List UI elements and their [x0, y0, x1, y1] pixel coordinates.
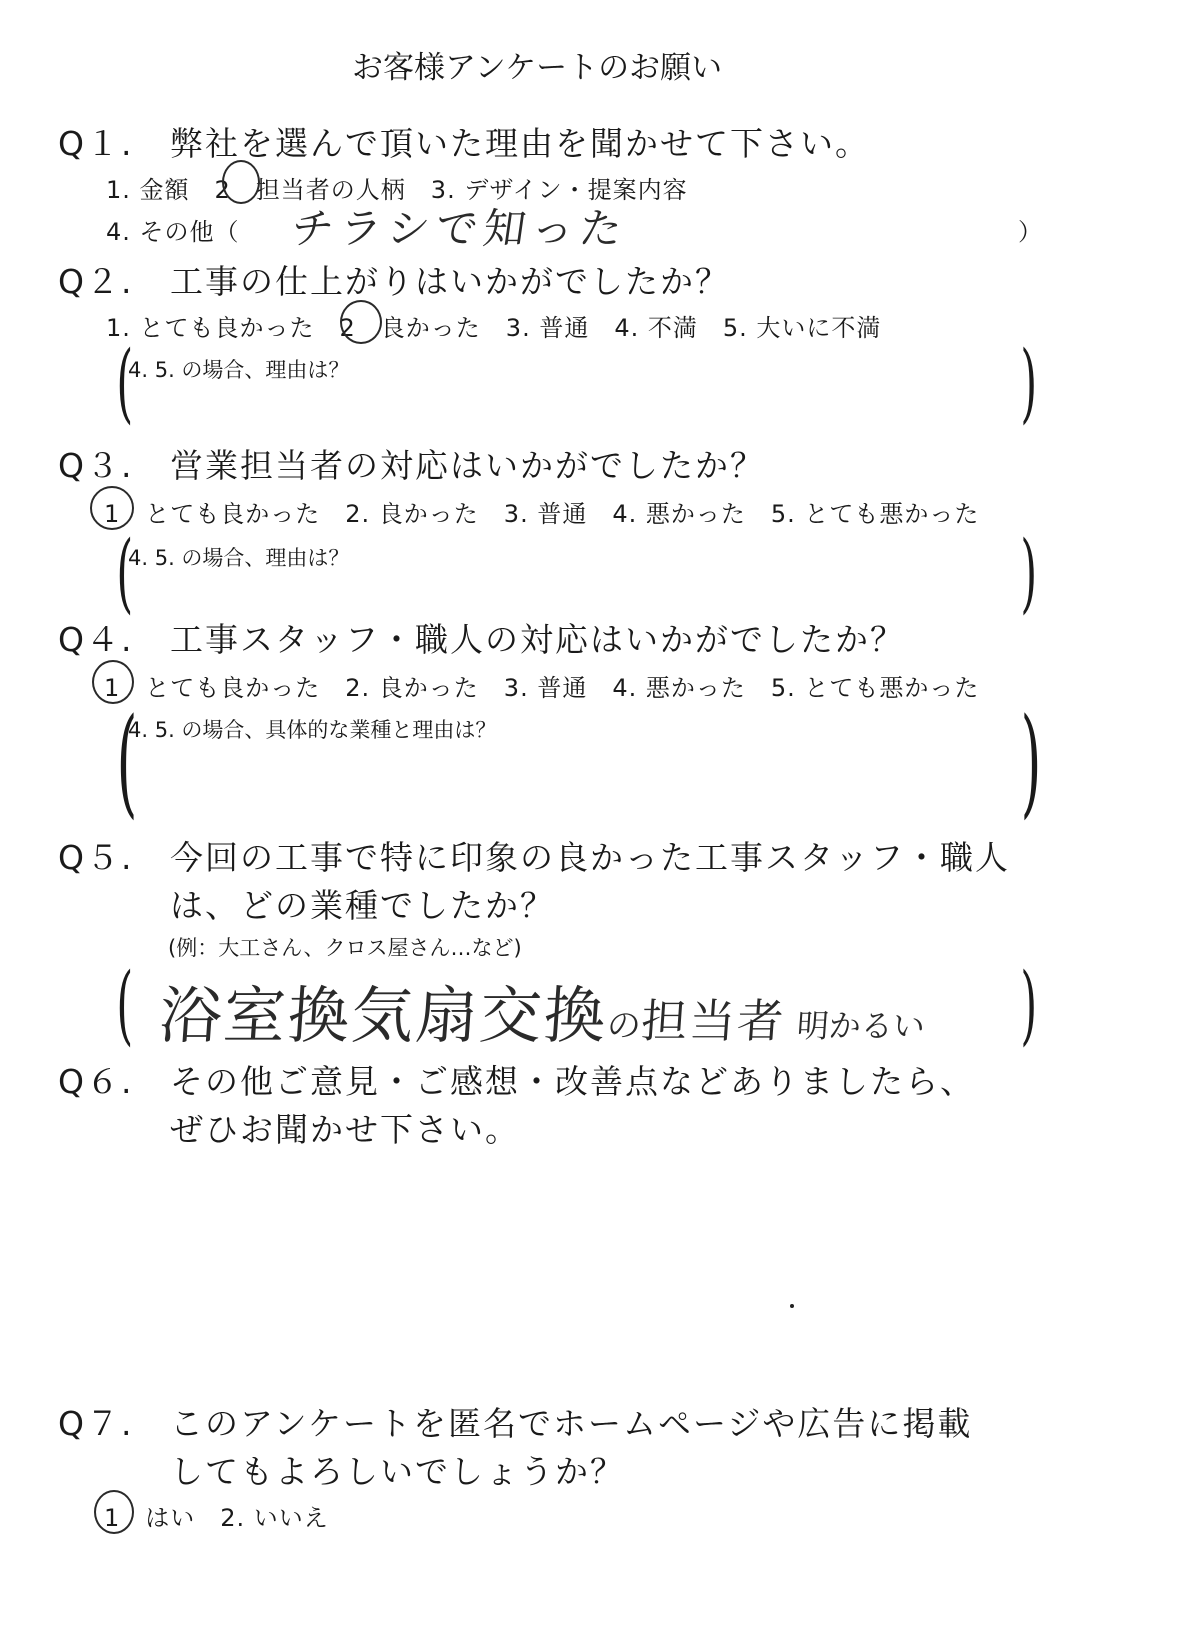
q3-options[interactable]: 1 とても良かった 2. 良かった 3. 普通 4. 悪かった 5. とても悪かった [104, 500, 980, 528]
question-number: Q７. [58, 1404, 134, 1443]
q1-handwritten-answer: チラシで知った [288, 204, 632, 253]
stray-dot [790, 1304, 794, 1308]
q2-selected-circle [340, 300, 382, 344]
q2-reason-close-bracket: ) [1020, 333, 1038, 433]
q2-options[interactable]: 1. とても良かった 2 良かった 3. 普通 4. 不満 5. 大いに不満 [106, 314, 882, 342]
q2-reason-label: 4. 5. の場合、理由は？ [128, 358, 350, 382]
question-6-line2: ぜひお聞かせ下さい。 [170, 1110, 520, 1149]
question-number: Q１. [58, 124, 134, 163]
q5-answer-particle: の [605, 1006, 643, 1046]
question-2 [58, 256, 730, 303]
q5-answer-main: 浴室換気扇交換 [157, 979, 611, 1052]
q3-reason-label: 4. 5. の場合、理由は？ [128, 546, 350, 570]
question-number: Q２. [58, 262, 134, 301]
q3-reason-open-bracket: ( [116, 523, 134, 623]
question-text: このアンケートを匿名でホームページや広告に掲載 [170, 1404, 973, 1443]
q2-reason-open-bracket: ( [116, 333, 134, 433]
question-number: Q３. [58, 446, 134, 485]
question-7 [58, 1398, 972, 1445]
question-number: Q４. [58, 620, 134, 659]
question-text: 今回の工事で特に印象の良かった工事スタッフ・職人 [170, 838, 1010, 877]
question-7-line2: してもよろしいでしょうか？ [170, 1452, 625, 1491]
q5-answer-close-bracket: ) [1020, 955, 1038, 1055]
q5-answer-open-bracket: ( [116, 955, 134, 1055]
q3-reason-close-bracket: ) [1020, 523, 1038, 623]
question-3 [58, 440, 765, 487]
q1-selected-circle [222, 160, 260, 204]
page-title: お客様アンケートのお願い [352, 50, 723, 86]
question-5-line2: は、どの業種でしたか？ [170, 886, 555, 925]
question-number: Q５. [58, 838, 134, 877]
q4-reason-close-bracket: ) [1020, 692, 1042, 830]
q1-other-label[interactable]: 4. その他（ [106, 218, 240, 246]
q5-handwritten-answer [157, 966, 929, 1055]
question-number: Q６. [58, 1062, 134, 1101]
question-text: 工事の仕上がりはいかがでしたか？ [170, 262, 730, 301]
question-text: 弊社を選んで頂いた理由を聞かせて下さい。 [170, 124, 870, 163]
question-text: 工事スタッフ・職人の対応はいかがでしたか？ [170, 620, 905, 659]
question-4 [58, 614, 905, 661]
q4-reason-open-bracket: ( [116, 692, 138, 830]
q5-answer-note: 明かるい [795, 1007, 927, 1045]
question-1 [58, 118, 870, 165]
question-text: 営業担当者の対応はいかがでしたか？ [170, 446, 765, 485]
q4-options[interactable]: 1 とても良かった 2. 良かった 3. 普通 4. 悪かった 5. とても悪かった [104, 674, 980, 702]
q1-other-close: ） [1018, 218, 1043, 246]
q5-answer-person: 担当者 [639, 994, 788, 1048]
question-5 [58, 832, 1010, 879]
q4-reason-label: 4. 5. の場合、具体的な業種と理由は？ [128, 718, 497, 742]
question-text: その他ご意見・ご感想・改善点などありましたら、 [170, 1062, 975, 1101]
q1-options[interactable]: 1. 金額 2 担当者の人柄 3. デザイン・提案内容 [106, 176, 688, 204]
q5-example: (例：大工さん、クロス屋さん…など) [168, 936, 522, 960]
question-6 [58, 1056, 975, 1103]
q7-options[interactable]: 1 はい 2. いいえ [104, 1504, 329, 1532]
q7-selected-circle [94, 1490, 134, 1534]
